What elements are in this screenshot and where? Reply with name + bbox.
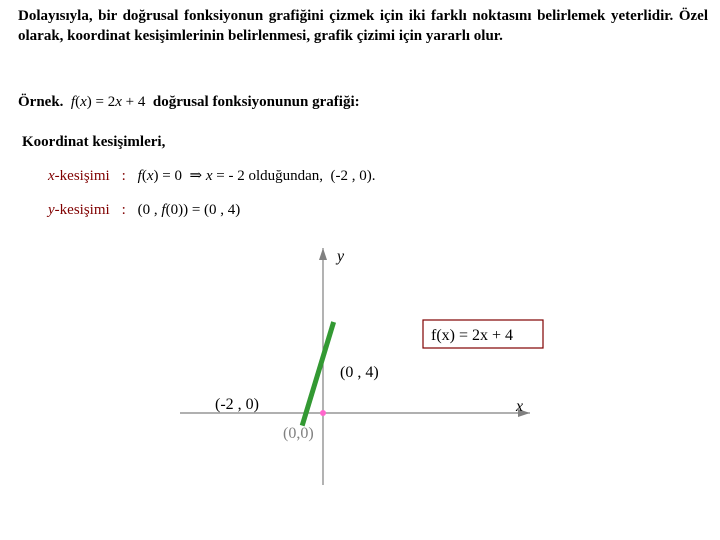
example-heading: Örnek. f(x) = 2x + 4 doğrusal fonksiyonunun grafiği: [18, 94, 360, 110]
y-intercept-expr-b: (0)) = (0 , 4) [165, 202, 241, 218]
y-axis-label: y [337, 248, 345, 265]
y-axis-arrowhead [319, 248, 327, 260]
x-intercept-colon: : [121, 168, 126, 184]
example-var-2: x [115, 94, 122, 110]
x-intercept-fn: f [137, 168, 142, 184]
function-line [302, 322, 333, 426]
origin-label: (0,0) [283, 425, 314, 442]
x-intercept-expr-b: = - 2 olduğundan, [216, 168, 324, 184]
origin-point [320, 410, 326, 416]
intersections-heading: Koordinat kesişimleri, [22, 134, 166, 150]
y-intercept-colon: : [121, 202, 126, 218]
y-intercept-label: -kesişimi [54, 202, 110, 218]
x-intercept-var: x [48, 168, 55, 184]
example-rest: doğrusal fonksiyonunun grafiği: [152, 94, 360, 110]
example-eq: = 2 [95, 94, 116, 110]
x-intercept-expr-var-2: x [205, 168, 213, 184]
implies-arrow: ⇒ [189, 168, 203, 184]
y-intercept-var: y [48, 202, 55, 218]
x-intercept-point: (-2 , 0). [330, 168, 376, 184]
example-var: x [80, 94, 87, 110]
example-lead: Örnek. [18, 94, 64, 110]
x-intercept-label: -kesişimi [54, 168, 110, 184]
x-intercept-expr-var: x [146, 168, 154, 184]
example-fn: f [70, 94, 76, 110]
example-plus4: + 4 [125, 94, 146, 110]
point-y-label: (0 , 4) [340, 364, 379, 381]
x-axis-label: x [516, 398, 524, 415]
x-intercept-expr-a: = 0 [162, 168, 182, 184]
x-intercept-row: x-kesişimi : f(x) = 0 ⇒ x = - 2 olduğundan, (-2 , 0). [48, 168, 376, 184]
point-x-label: (-2 , 0) [215, 396, 259, 413]
intro-paragraph: Dolayısıyla, bir doğrusal fonksiyonun grafiğini çizmek için iki farklı noktasını belirlemek yeterlidir. Özel olarak, koordinat kesişimlerinin belirlenmesi, grafik çizimi için yararlı olur. [18, 8, 708, 44]
y-intercept-fn: f [161, 202, 166, 218]
y-intercept-expr-a: (0 , [137, 202, 158, 218]
function-label: f(x) = 2x + 4 [431, 327, 514, 344]
